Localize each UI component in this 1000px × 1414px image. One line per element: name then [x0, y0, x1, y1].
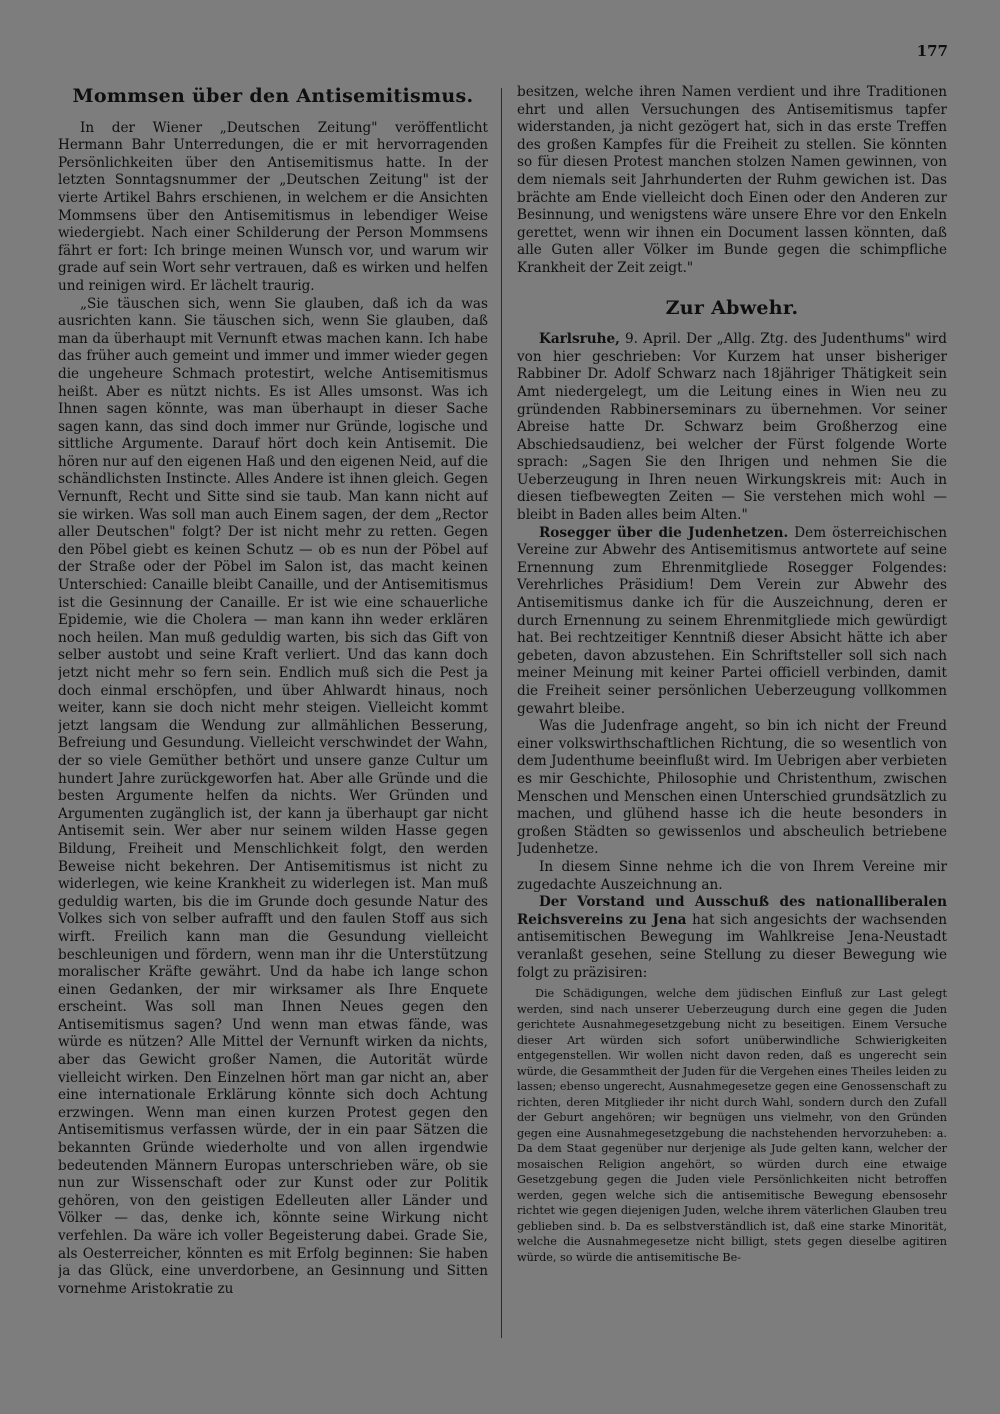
paragraph: In diesem Sinne nehme ich die von Ihrem Vereine mir zugedachte Auszeichnung an.	[517, 858, 947, 893]
paragraph-rosegger	[517, 525, 947, 719]
column-divider	[501, 88, 502, 1338]
page-number: 177	[916, 42, 948, 60]
article-title-abwehr: Zur Abwehr.	[665, 296, 799, 319]
lead-heading: Der Vorstand und Ausschuß des nationalliberalen Reichsvereins zu Jena	[517, 894, 947, 928]
dateline: Karlsruhe,	[539, 331, 620, 348]
paragraph-jena	[517, 894, 947, 982]
paragraph: „Sie täuschen sich, wenn Sie glauben, daß ich da was ausrichten kann. Sie täuschen sich, wenn Sie glauben, daß man da überhaupt mit Vernunft etwas machen kann. Ich habe das früher auch gemeint und immer und immer wieder gegen die ungeheure Schmach protestirt, welche Antisemitismus heißt. Aber es nützt nichts. Es ist Alles umsonst. Was ich Ihnen sagen könnte, was man überhaupt in dieser Sache sagen kann, das sind doch immer nur Gründe, logische und sittliche Argumente. Darauf hört doch kein Antisemit. Die hören nur auf den eigenen Haß und den eigenen Neid, auf die schändlichsten Instincte. Alles Andere ist ihnen gleich. Gegen Vernunft, Recht und Sitte sind sie taub. Man kann nicht auf sie wirken. Was soll man auch Einem sagen, der dem „Rector aller Deutschen" folgt? Der ist nicht mehr zu retten. Gegen den Pöbel giebt es keinen Schutz — ob es nun der Pöbel auf der Straße oder der Pöbel im Salon ist, das macht keinen Unterschied: Canaille bleibt Canaille, und der Antisemitismus ist die Gesinnung der Canaille. Er ist wie eine schauerliche Epidemie, wie die Cholera — man kann ihn weder erklären noch heilen. Man muß geduldig warten, bis sich das Gift von selber austobt und seine Kraft verliert. Und das kann doch jetzt nicht mehr so fern sein. Endlich muß sich die Pest ja doch einmal erschöpfen, und über Ahlwardt hinaus, noch weiter, kann sie doch nicht mehr steigen. Vielleicht kommt jetzt langsam die Wendung zur allmählichen Besserung, Befreiung und Gesundung. Vielleicht verschwindet der Wahn, der so viele Gemüther bethört und unsere ganze Cultur um hundert Jahre zurückgeworfen hat. Aber alle Gründe und die besten Argumente helfen da nichts. Wer Gründen und Argumenten zugänglich ist, der kann ja überhaupt gar nicht Antisemit sein. Wer aber nur seinem wilden Hasse gegen Bildung, Freiheit und Menschlichkeit folgt, den werden Beweise nicht bekehren. Der Antisemitismus ist nicht zu widerlegen, wie keine Krankheit zu widerlegen ist. Man muß geduldig warten, bis die im Grunde doch gesunde Natur des Volkes sich von selber aufrafft und den faulen Stoff aus sich wirft. Freilich kann man die Gesundung vielleicht beschleunigen und fördern, wenn man ihr die Unterstützung moralischer Kräfte gewährt. Und da habe ich lange schon einen Gedanken, der mir wirksamer als Ihre Enquete erscheint. Was soll man Ihnen Neues gegen den Antisemitismus sagen? Und wenn man etwas fände, was würde es nützen? Alle Mittel der Vernunft wirken da nichts, aber das Gewicht großer Namen, die Autorität würde vielleicht wirken. Den Einzelnen hört man gar nicht an, aber eine internationale Erklärung könnte sich doch Achtung erzwingen. Wenn man einen kurzen Protest gegen den Antisemitismus verfassen würde, der in ein paar Sätzen die bekannten Gründe wiederholte und von allen irgendwie bedeutenden Männern Europas unterschrieben wäre, ob sie nun zur Wissenschaft oder zur Kunst oder zur Politik gehören, von den geistigen Edelleuten aller Länder und Völker — das, denke ich, könnte seine Wirkung nicht verfehlen. Da wäre ich voller Begeisterung dabei. Grade Sie, als Oesterreicher, könnten es mit Erfolg beginnen: Sie haben ja das Glück, eine unverdorbene, an Gesinnung und Sitten vornehme Aristokratie zu	[58, 295, 488, 1297]
right-column	[517, 84, 947, 1384]
article-title-mommsen: Mommsen über den Antisemitismus.	[72, 85, 474, 107]
paragraph: In der Wiener „Deutschen Zeitung" veröffentlicht Hermann Bahr Unterredungen, die er mit hervorragenden Persönlichkeiten über den Antisemitismus hatte. In der letzten Sonntagsnummer der „Deutschen Zeitung" ist der vierte Artikel Bahrs erschienen, in welchem er die Ansichten Mommsens über den Antisemitismus in lebendiger Weise wiedergiebt. Nach einer Schilderung der Person Mommsens fährt er fort: Ich bringe meinen Wunsch vor, und warum wir grade auf sein Wort sehr vertrauen, daß es wirken und helfen und reinigen wird. Er lächelt traurig.	[58, 119, 488, 294]
quoted-declaration: Die Schädigungen, welche dem jüdischen Einfluß zur Last gelegt werden, sind nach unserer Ueberzeugung durch eine gegen die Juden gerichtete Ausnahmegesetzgebung nicht zu beseitigen. Einem Versuche dieser Art würden sich sofort unüberwindliche Schwierigkeiten entgegenstellen. Wir wollen nicht davon reden, daß es ungerecht sein würde, die Gesammtheit der Juden für die Vergehen eines Theiles leiden zu lassen; ebenso ungerecht, Ausnahmegesetze gegen eine Genossenschaft zu richten, deren Mitglieder ihr nicht durch Wahl, sondern durch den Zufall der Geburt angehören; wir begnügen uns vielmehr, von den Gründen gegen eine Ausnahmegesetzgebung die nachstehenden hervorzuheben: a. Da dem Staat gegenüber nur derjenige als Jude gelten kann, welcher der mosaischen Religion angehört, so würden durch eine etwaige Gesetzgebung gegen die Juden viele Persönlichkeiten nicht betroffen werden, gegen welche sich die antisemitische Bewegung ebensosehr richtet wie gegen diejenigen Juden, welche ihrem väterlichen Glauben treu geblieben sind. b. Da es selbstverständlich ist, daß eine starke Minorität, welche die Ausnahmegesetze nicht billigt, stets gegen dieselbe agitiren würde, so würde die antisemitische Be-	[517, 987, 947, 1264]
paragraph-text: hat sich angesichts der wachsenden antisemitischen Bewegung im Wahlkreise Jena-Neustadt veranlaßt gesehen, seine Stellung zu dieser Bewegung wie folgt zu präzisiren:	[517, 911, 947, 981]
paragraph-continuation: besitzen, welche ihren Namen verdient und ihre Traditionen ehrt und allen Versuchungen des Antisemitismus tapfer widerstanden, ja nicht gezögert hat, sich in das erste Treffen des großen Kampfes für die Freiheit zu stellen. Sie könnten so für diesen Protest manchen stolzen Namen gewinnen, von dem niemals seit Jahrhunderten der Ruhm gewichen ist. Das brächte am Ende vielleicht doch Einen oder den Anderen zur Besinnung, und wenigstens wäre unsere Ehre vor den Enkeln gerettet, wenn wir ihnen ein Document lassen könnten, daß alle Guten aller Völker im Bunde gegen die schimpfliche Krankheit der Zeit zeigt."	[517, 84, 947, 276]
lead-heading: Rosegger über die Judenhetzen.	[539, 524, 789, 541]
paragraph-text: Dem österreichischen Vereine zur Abwehr des Antisemitismus antwortete auf seine Ernennung zum Ehrenmitgliede Rosegger Folgendes: Verehrliches Präsidium! Dem Verein zur Abwehr des Antisemitismus danke ich für die Auszeichnung, deren er durch Ernennung zu seinem Ehrenmitgliede mich gewürdigt hat. Bei rechtzeitiger Kenntniß dieser Absicht hätte ich aber gebeten, davon abzustehen. Ein Schriftsteller soll sich nach meiner Meinung mit keiner Partei officiell verbinden, damit die Freiheit seiner persönlichen Ueberzeugung vollkommen gewahrt bleibe.	[517, 524, 947, 717]
paragraph-karlsruhe	[517, 331, 947, 525]
paragraph-text: 9. April. Der „Allg. Ztg. des Judenthums" wird von hier geschrieben: Vor Kurzem hat unser bisheriger Rabbiner Dr. Adolf Schwarz nach 18jähriger Thätigkeit sein Amt niedergelegt, um die Leitung eines in Wien neu zu gründenden Rabbinerseminars zu übernehmen. Vor seiner Abreise hatte Dr. Schwarz beim Großherzog eine Abschiedsaudienz, bei welcher der Fürst folgende Worte sprach: „Sagen Sie den Ihrigen und nehmen Sie die Ueberzeugung in Ihren neuen Wirkungskreis mit: Auch in diesen tiefbewegten Zeiten — Sie verstehen mich wohl — bleibt in Baden alles beim Alten."	[517, 331, 947, 524]
paragraph: Was die Judenfrage angeht, so bin ich nicht der Freund einer volkswirthschaftlichen Richtung, die so wesentlich von dem Judenthume beeinflußt wird. Im Uebrigen aber verbieten es mir Geschichte, Philosophie und Christenthum, zwischen Menschen und Menschen einen Unterschied grundsätzlich zu machen, und glühend hasse ich die heute besonders in großen Städten so gewissenlos und abscheulich betriebene Judenhetze.	[517, 718, 947, 858]
left-column	[58, 84, 488, 1384]
